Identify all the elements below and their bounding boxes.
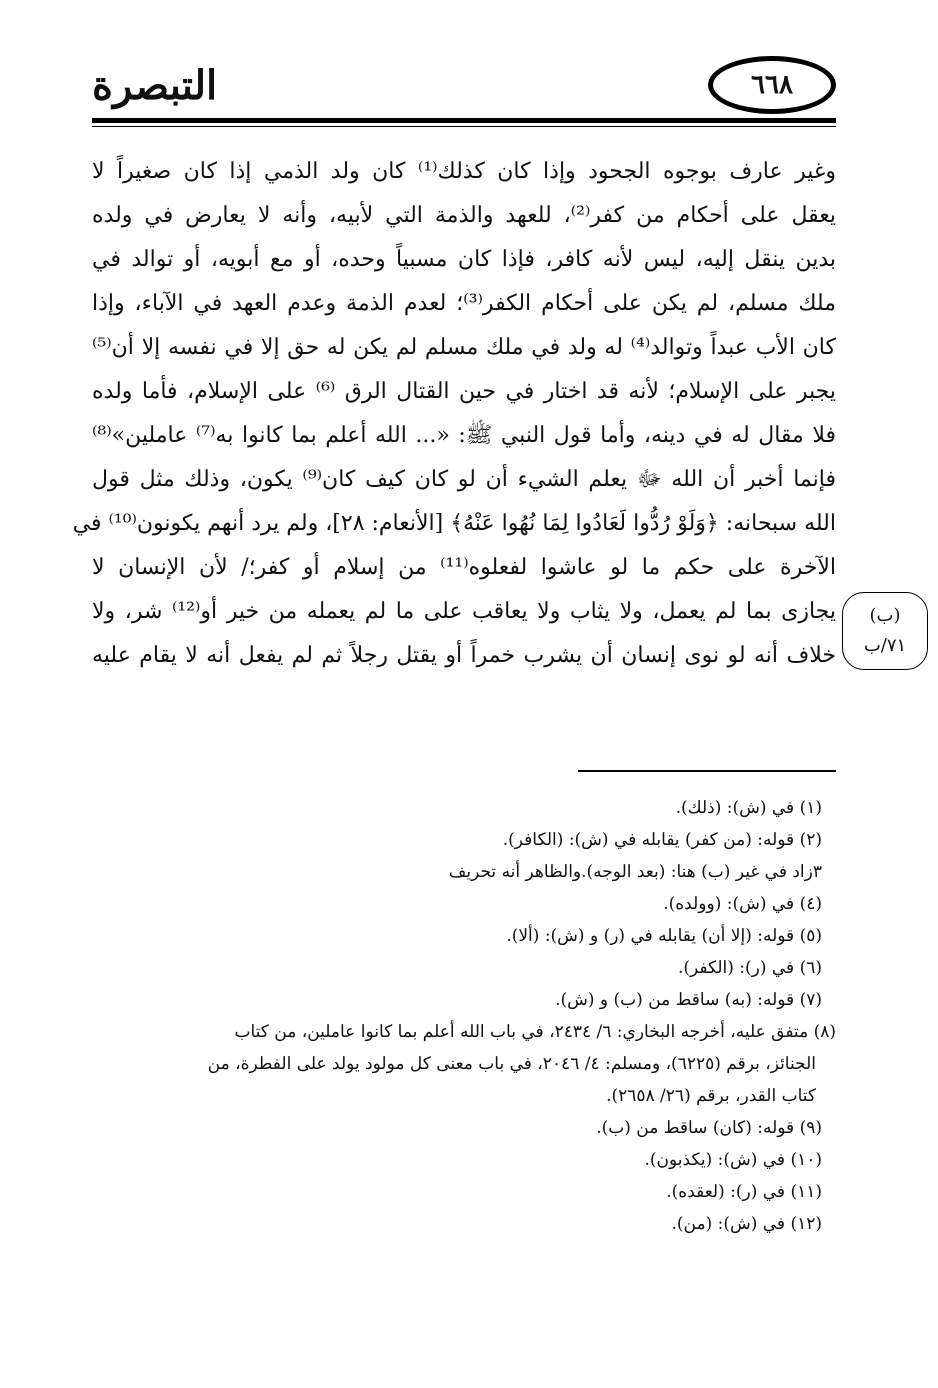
text-line: فلا مقال له في دينه، وأما قول النبي ﷺ: «... الله أعلم بما كانوا به⁽⁷⁾ عاملين»⁽⁸⁾ — [92, 423, 836, 448]
book-title: التبصرة — [92, 62, 218, 109]
text-line: وغير عارف بوجوه الجحود وإذا كان كذلك⁽¹⁾ كان ولد الذمي إذا كان صغيراً لا — [92, 159, 836, 184]
main-text — [72, 150, 836, 678]
text-line: خلاف أنه لو نوى إنسان أن يشرب خمراً أو يقتل رجلاً ثم لم يفعل أنه لا يقام عليه — [92, 643, 836, 668]
manuscript-margin-note — [842, 592, 928, 670]
text-line: يعقل على أحكام من كفر⁽²⁾، للعهد والذمة التي لأبيه، وأنه لا يعارض في ولده — [92, 203, 836, 228]
footnote: (١٠) في (ش): (يكذبون). — [644, 1150, 822, 1170]
footnote: (١١) في (ر): (لعقده). — [666, 1182, 822, 1202]
footnote: (٤) في (ش): (وولده). — [663, 894, 822, 914]
footnote: (٨) متفق عليه، أخرجه البخاري: ٦/ ٢٤٣٤، في باب الله أعلم بما كانوا عاملين، من كتاب — [234, 1022, 836, 1042]
footnote-continuation: كتاب القدر، برقم (٢٦/ ٢٦٥٨). — [606, 1086, 816, 1106]
footnote: (١) في (ش): (ذلك). — [675, 798, 822, 818]
footnotes — [92, 792, 836, 1240]
header-rule-thin — [92, 126, 836, 127]
page-number-badge — [708, 56, 836, 114]
margin-note-folio: ٧١/ب — [863, 635, 907, 656]
page-number: ٦٦٨ — [751, 70, 793, 100]
text-line: ملك مسلم، لم يكن على أحكام الكفر⁽³⁾؛ لعدم الذمة وعدم العهد في الآباء، وإذا — [92, 291, 836, 316]
footnote: (٥) قوله: (إلا أن) يقابله في (ر) و (ش): (ألا). — [506, 926, 822, 946]
page-header — [92, 50, 836, 130]
footnote: (٩) قوله: (كان) ساقط من (ب). — [596, 1118, 822, 1138]
header-rule — [92, 118, 836, 123]
text-line: كان الأب عبداً وتوالد⁽⁴⁾ له ولد في ملك مسلم لم يكن له حق إلا في نفسه إلا أن⁽⁵⁾ — [92, 335, 836, 360]
footnote: ٣زاد في غير (ب) هنا: (بعد الوجه).والظاهر أنه تحريف — [448, 862, 822, 882]
footnote: (٢) قوله: (من كفر) يقابله في (ش): (الكافر). — [502, 830, 822, 850]
footnote: (١٢) في (ش): (من). — [671, 1214, 822, 1234]
footnote-continuation: الجنائز، برقم (٦٢٢٥)، ومسلم: ٤/ ٢٠٤٦، في باب معنى كل مولود يولد على الفطرة، من — [207, 1054, 816, 1074]
margin-note-source: (ب) — [869, 605, 901, 626]
footnote: (٦) في (ر): (الكفر). — [677, 958, 822, 978]
text-line: بدين ينقل إليه، ليس لأنه كافر، فإذا كان مسبياً وحده، أو مع أبويه، أو توالد في — [92, 247, 836, 272]
footnote: (٧) قوله: (به) ساقط من (ب) و (ش). — [555, 990, 822, 1010]
text-line: يجازى بما لم يعمل، ولا يثاب ولا يعاقب على ما لم يعمله من خير أو⁽¹²⁾ شر، ولا — [92, 599, 836, 624]
footnote-separator — [578, 770, 836, 772]
text-line: فإنما أخبر أن الله ﷻ يعلم الشيء أن لو كان كيف كان⁽⁹⁾ يكون، وذلك مثل قول — [92, 467, 836, 492]
text-line: الآخرة على حكم ما لو عاشوا لفعلوه⁽¹¹⁾ من إسلام أو كفر؛/ لأن الإنسان لا — [92, 555, 836, 580]
text-line: يجبر على الإسلام؛ لأنه قد اختار في حين القتال الرق ⁽⁶⁾ على الإسلام، فأما ولده — [92, 379, 836, 404]
text-line: الله سبحانه: ﴿وَلَوْ رُدُّوا لَعَادُوا لِمَا نُهُوا عَنْهُ﴾ [الأنعام: ٢٨]، ولم يرد أنهم يكونون⁽¹⁰⁾ في — [72, 511, 836, 536]
